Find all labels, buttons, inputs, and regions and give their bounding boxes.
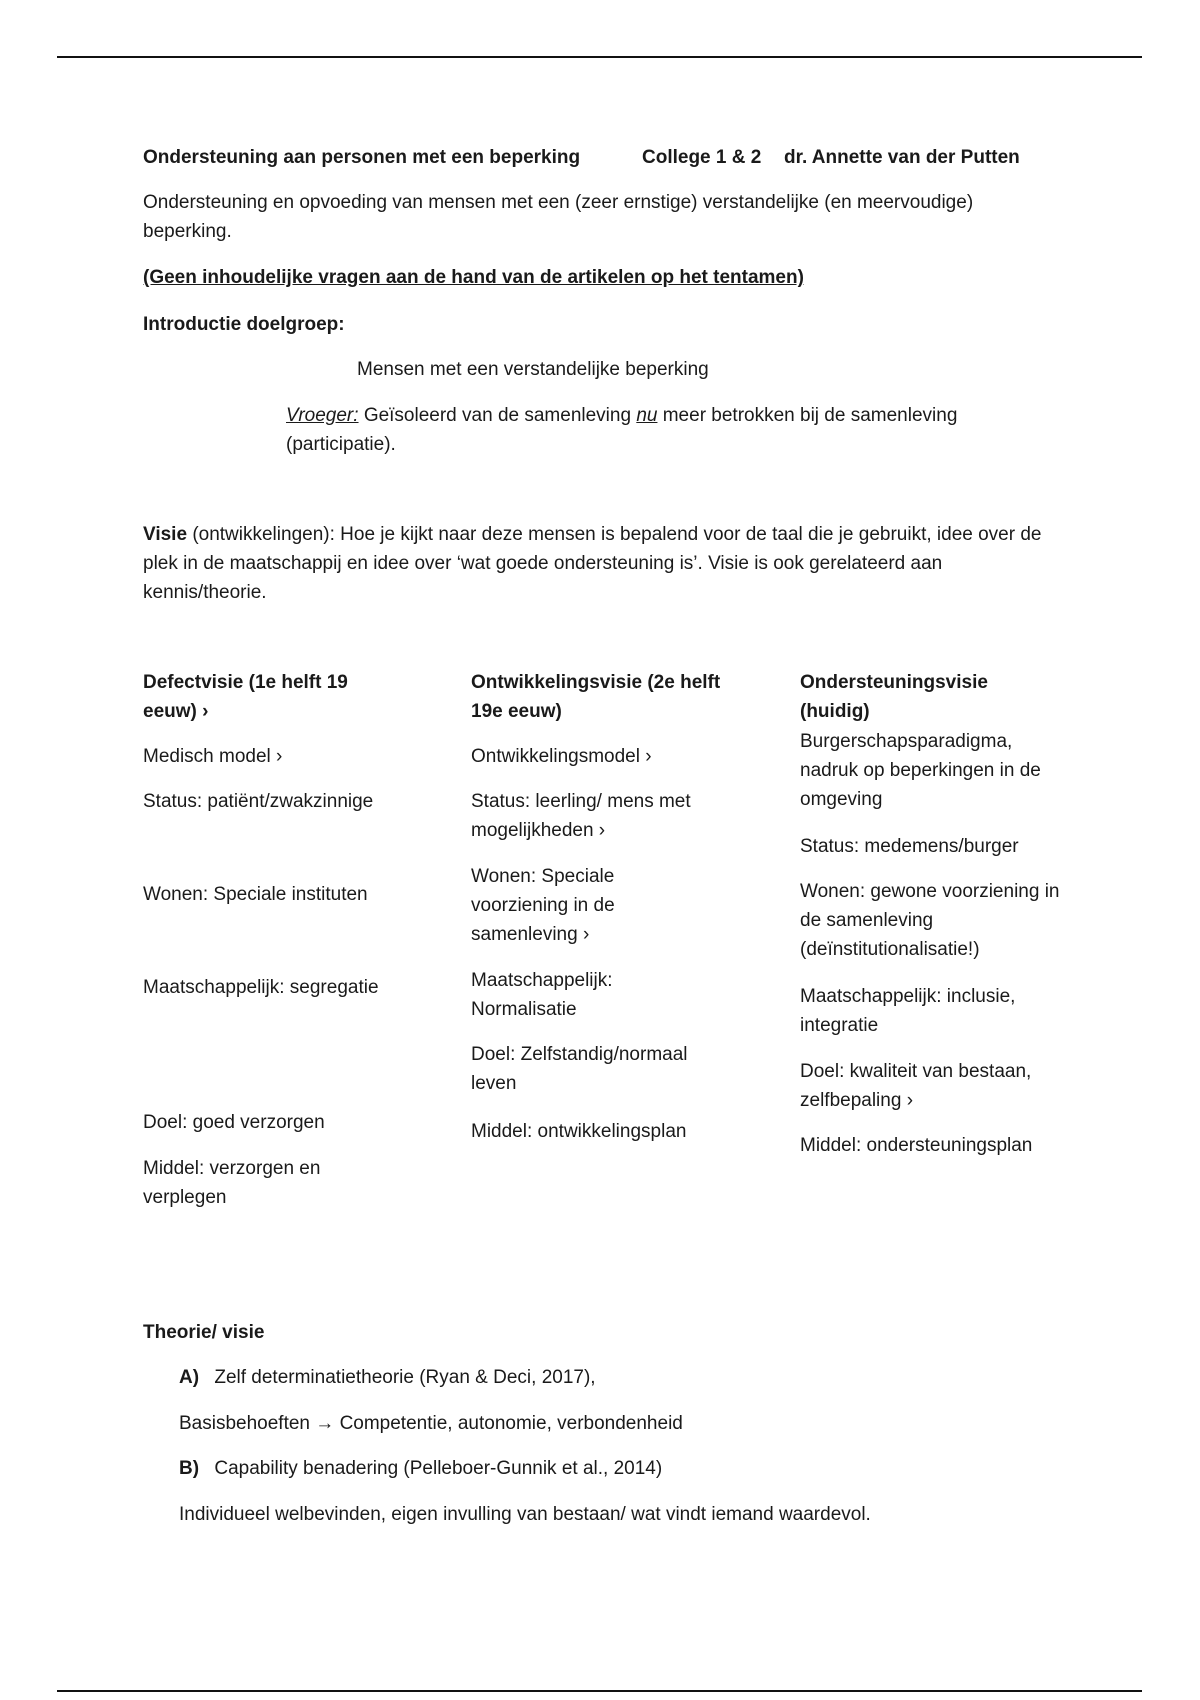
before-now-paragraph [286,401,1021,459]
theory-b-subline: Individueel welbevinden, eigen invulling van bestaan/ wat vindt iemand waardevol. [179,1504,871,1525]
vision-label: Visie [143,524,188,545]
before-label: Vroeger: [286,405,359,426]
theory-a-marker: A) [179,1367,200,1388]
theory-a-subline [179,1409,683,1438]
theory-b-marker: B) [179,1458,200,1479]
arrow-right-icon: → [315,1413,335,1434]
column-item: Maatschappelijk: inclusie, integratie [800,986,1016,1036]
theory-heading: Theorie/ visie [143,1322,265,1343]
target-group-heading: Introductie doelgroep: [143,314,345,335]
now-label: nu [636,405,658,426]
column-item: Medisch model › [143,746,283,767]
bottom-rule [57,1690,1142,1692]
column-item: Middel: verzorgen en verplegen [143,1158,321,1208]
theory-b-text: Capability benadering (Pelleboer-Gunnik et al., 2014) [214,1458,663,1479]
column-item: Wonen: Speciale instituten [143,884,368,905]
college-label: College 1 & 2 [642,147,762,168]
vision-text: (ontwikkelingen): Hoe je kijkt naar deze mensen is bepalend voor de taal die je gebruikt, idee over de plek in de maatschappij en idee over ‘wat goede ondersteuning is’. Visie is ook gerelateerd aan kennis/theorie. [143,524,1042,603]
column-item: Doel: Zelfstandig/normaal leven [471,1044,688,1094]
column-item: Burgerschapsparadigma, nadruk op beperkingen in de omgeving [800,731,1041,810]
theory-item-b [179,1454,662,1483]
basic-needs-text: Competentie, autonomie, verbondenheid [339,1413,683,1434]
column-item: Ontwikkelingsmodel › [471,746,652,767]
column-item: Middel: ontwikkelingsplan [471,1121,687,1142]
now-text: meer betrokken bij de samenleving (participatie). [286,405,958,455]
column-heading: Ontwikkelingsvisie (2e helft 19e eeuw) [471,672,721,722]
column-item: Status: leerling/ mens met mogelijkheden › [471,791,691,841]
theory-item-a [179,1363,596,1392]
column-item: Wonen: Speciale voorziening in de samenleving › [471,866,615,945]
target-group-subject: Mensen met een verstandelijke beperking [357,359,709,380]
top-rule [57,56,1142,58]
column-heading: Ondersteuningsvisie (huidig) [800,672,988,722]
column-item: Doel: goed verzorgen [143,1112,325,1133]
exam-note: (Geen inhoudelijke vragen aan de hand van de artikelen op het tentamen) [143,267,804,288]
column-item: Status: patiënt/zwakzinnige [143,791,374,812]
column-item: Wonen: gewone voorziening in de samenleving (deïnstitutionalisatie!) [800,881,1060,960]
intro-paragraph: Ondersteuning en opvoeding van mensen met een (zeer ernstige) verstandelijke (en meervoudige) beperking. [143,192,974,242]
before-text: Geïsoleerd van de samenleving [363,405,632,426]
course-title: Ondersteuning aan personen met een beperking [143,147,581,168]
column-item: Middel: ondersteuningsplan [800,1135,1033,1156]
vision-paragraph [143,520,1048,607]
column-item: Maatschappelijk: Normalisatie [471,970,613,1020]
column-item: Maatschappelijk: segregatie [143,977,379,998]
theory-a-text: Zelf determinatietheorie (Ryan & Deci, 2017), [214,1367,596,1388]
column-item: Status: medemens/burger [800,836,1019,857]
column-heading: Defectvisie (1e helft 19 eeuw) › [143,672,348,722]
column-item: Doel: kwaliteit van bestaan, zelfbepaling › [800,1061,1032,1111]
basic-needs-label: Basisbehoeften [179,1413,310,1434]
lecturer-name: dr. Annette van der Putten [784,147,1020,168]
